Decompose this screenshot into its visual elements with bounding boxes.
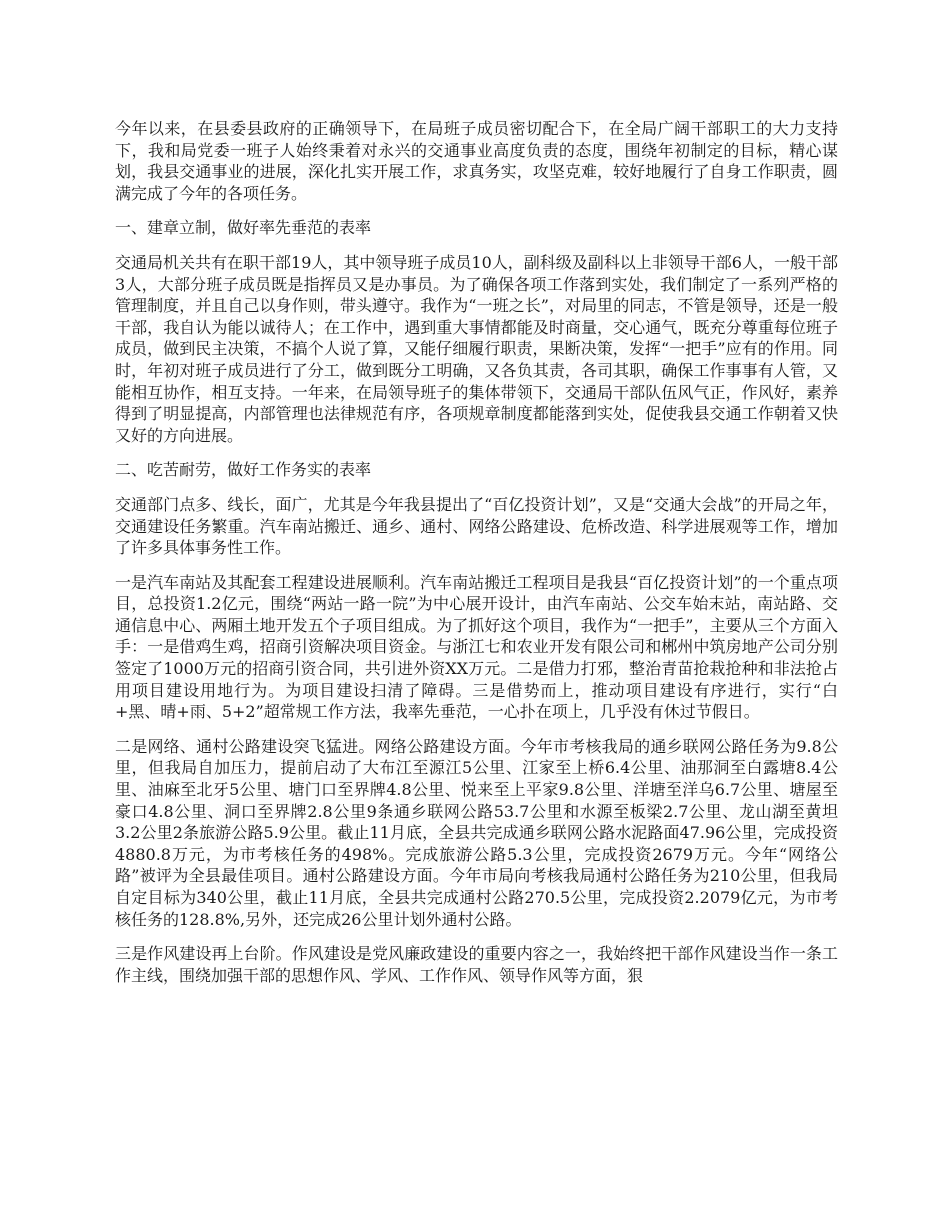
section-2-heading: 二、吃苦耐劳，做好工作务实的表率	[115, 460, 372, 480]
section-1-paragraph: 交通局机关共有在职干部19人，其中领导班子成员10人，副科级及副科以上非领导干部6人，一般干部3人，大部分班子成员既是指挥员又是办事员。为了确保各项工作落到实处，我们制定了一系列严格的管理制度，并且自己以身作则，带头遵守。我作为“一班之长”，对局里的同志，不管是领导，还是一般干部，我自认为能以诚待人；在工作中，遇到重大事情都能及时商量，交心通气，既充分尊重每位班子成员，做到民主决策，不搞个人说了算，又能仔细履行职责，果断决策，发挥“一把手”应有的作用。同时，年初对班子成员进行了分工，做到既分工明确，又各负其责，各司其职，确保工作事事有人管，又能相互协作，相互支持。一年来，在局领导班子的集体带领下，交通局干部队伍风气正，作风好，素养得到了明显提高，内部管理也法律规范有序，各项规章制度都能落到实处，促使我县交通工作朝着又快又好的方向进展。	[115, 252, 838, 445]
section-2-paragraph-1: 交通部门点多、线长，面广，尤其是今年我县提出了“百亿投资计划”，又是“交通大会战”的开局之年，交通建设任务繁重。汽车南站搬迁、通乡、通村、网络公路建设、危桥改造、科学进展观等工作，增加了许多具体事务性工作。	[115, 494, 838, 558]
intro-paragraph: 今年以来，在县委县政府的正确领导下，在局班子成员密切配合下，在全局广阔干部职工的大力支持下，我和局党委一班子人始终秉着对永兴的交通事业高度负责的态度，围绕年初制定的目标，精心谋划，我县交通事业的进展，深化扎实开展工作，求真务实，攻坚克难，较好地履行了自身工作职责，圆满完成了今年的各项任务。	[115, 119, 838, 203]
section-2-paragraph-4: 三是作风建设再上台阶。作风建设是党风廉政建设的重要内容之一，我始终把干部作风建设当作一条工作主线，围绕加强干部的思想作风、学风、工作作风、领导作风等方面，狠	[115, 944, 838, 985]
section-2-paragraph-3: 二是网络、通村公路建设突飞猛进。网络公路建设方面。今年市考核我局的通乡联网公路任务为9.8公里，但我局自加压力，提前启动了大布江至源江5公里、江家至上桥6.4公里、油那洞至白露塘8.4公里、油麻至北牙5公里、塘门口至界牌4.8公里、悦来至上平家9.8公里、洋塘至洋乌6.7公里、塘屋至豪口4.8公里、洞口至界牌2.8公里9条通乡联网公路53.7公里和水源至板梁2.7公里、龙山湖至黄坦3.2公里2条旅游公路5.9公里。截止11月底，全县共完成通乡联网公路水泥路面47.96公里，完成投资4880.8万元，为市考核任务的498%。完成旅游公路5.3公里，完成投资2679万元。今年“网络公路”被评为全县最佳项目。通村公路建设方面。今年市局向考核我局通村公路任务为210公里，但我局自定目标为340公里，截止11月底，全县共完成通村公路270.5公里，完成投资2.2079亿元，为市考核任务的128.8%,另外，还完成26公里计划外通村公路。	[115, 736, 838, 929]
document-body	[115, 118, 838, 999]
section-1-heading: 一、建章立制，做好率先垂范的表率	[115, 218, 372, 238]
section-2-paragraph-2: 一是汽车南站及其配套工程建设进展顺利。汽车南站搬迁工程项目是我县“百亿投资计划”的一个重点项目，总投资1.2亿元，围绕“两站一路一院”为中心展开设计，由汽车南站、公交车始末站，南站路、交通信息中心、两厢土地开发五个子项目组成。为了抓好这个项目，我作为“一把手”，主要从三个方面入手：一是借鸡生鸡，招商引资解决项目资金。与浙江七和农业开发有限公司和郴州中筑房地产公司分别签定了1000万元的招商引资合同，共引进外资XX万元。二是借力打邪，整治青苗抢栽抢种和非法抢占用项目建设用地行为。为项目建设扫清了障碍。三是借势而上，推动项目建设有序进行，实行“白+黑、晴+雨、5+2”超常规工作方法，我率先垂范，一心扑在项上，几乎没有休过节假日。	[115, 572, 838, 722]
